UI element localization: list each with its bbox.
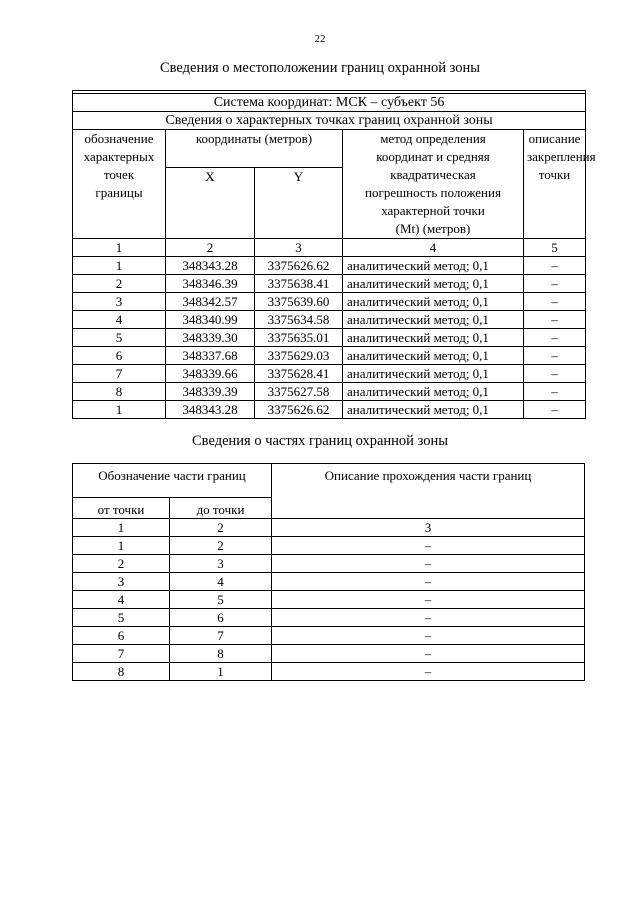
table-row: 1 348343.28 3375626.62 аналитический метод; 0,1 –: [73, 257, 586, 275]
header-coords: координаты (метров): [166, 130, 343, 168]
table-row: 6 7 –: [73, 627, 585, 645]
column-number-row: 1 2 3: [73, 519, 585, 537]
coordinate-system: Система координат: МСК – субъект 56: [73, 94, 586, 112]
table-row: 2 348346.39 3375638.41 аналитический метод; 0,1 –: [73, 275, 586, 293]
table-row: 2 3 –: [73, 555, 585, 573]
column-number-row: 1 2 3 4 5: [73, 239, 586, 257]
header-x: X: [166, 168, 255, 239]
table-row: 8 348339.39 3375627.58 аналитический метод; 0,1 –: [73, 383, 586, 401]
table-row: 1 348343.28 3375626.62 аналитический метод; 0,1 –: [73, 401, 586, 419]
table-row: 5 348339.30 3375635.01 аналитический метод; 0,1 –: [73, 329, 586, 347]
header-part-description: Описание прохождения части границ: [272, 464, 585, 519]
table-row: 3 4 –: [73, 573, 585, 591]
points-subtitle: Сведения о характерных точках границ охранной зоны: [73, 112, 586, 130]
table-row: 7 8 –: [73, 645, 585, 663]
table-row: 3 348342.57 3375639.60 аналитический метод; 0,1 –: [73, 293, 586, 311]
header-designation: обозначение характерных точек границы: [73, 130, 166, 239]
boundary-parts-table: [72, 463, 585, 681]
table-row: 1 2 –: [73, 537, 585, 555]
table-row: 4 5 –: [73, 591, 585, 609]
header-from: от точки: [73, 498, 170, 519]
header-method: метод определения координат и средняя квадратическая погрешность положения характерной точки (Mt) (метров): [343, 130, 524, 239]
boundary-points-table: [72, 90, 596, 419]
table-row: 7 348339.66 3375628.41 аналитический метод; 0,1 –: [73, 365, 586, 383]
section2-title: Сведения о частях границ охранной зоны: [192, 433, 448, 449]
parts-body: [73, 537, 585, 681]
page-number: 22: [314, 33, 326, 45]
header-description: описание закрепления точки: [524, 130, 586, 239]
header-part-designation: Обозначение части границ: [73, 464, 272, 498]
table-row: 5 6 –: [73, 609, 585, 627]
table-row: 4 348340.99 3375634.58 аналитический метод; 0,1 –: [73, 311, 586, 329]
table-row: 6 348337.68 3375629.03 аналитический метод; 0,1 –: [73, 347, 586, 365]
header-y: Y: [255, 168, 343, 239]
section1-title: Сведения о местоположении границ охранной зоны: [159, 60, 480, 76]
points-body: [73, 257, 586, 419]
header-to: до точки: [170, 498, 272, 519]
table-row: 8 1 –: [73, 663, 585, 681]
